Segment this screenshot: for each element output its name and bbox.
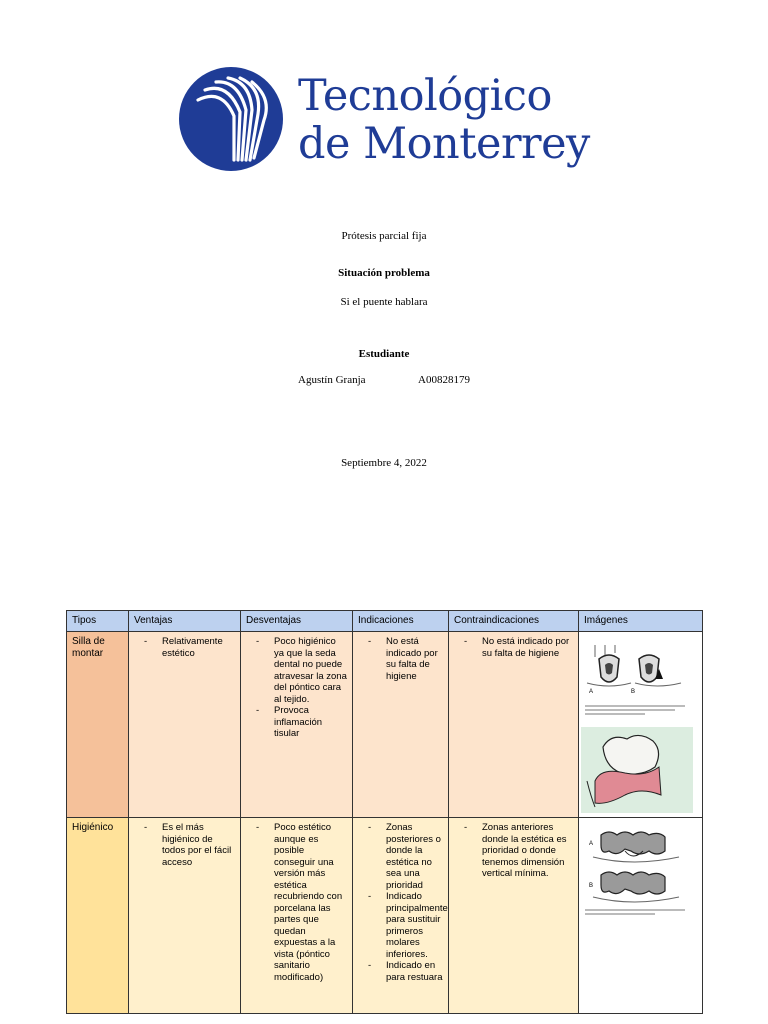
pontic-saddle-photo [581, 727, 693, 813]
header-imagenes: Imágenes [579, 611, 703, 632]
pontic-comparison-table [66, 610, 703, 1014]
logo-line-1: Tecnológico [298, 71, 552, 121]
header-indicaciones: Indicaciones [353, 611, 449, 632]
tec-monterrey-flame-logo [178, 66, 284, 172]
list-item: - Zonas posteriores o donde la estética no sea una prioridad [386, 822, 443, 891]
list-item: - Es el más higiénico de todos por el fácil acceso [162, 822, 235, 868]
list-item: - Indicado en para restuara [386, 960, 443, 983]
contraindications-cell [449, 632, 579, 818]
institution-logo [178, 66, 598, 178]
fig-label-b: B [589, 883, 594, 889]
list-item: - Indicado principalmente para sustituir primeros molares inferiores. [386, 891, 443, 960]
student-id: A00828179 [418, 374, 470, 386]
document-date: Septiembre 4, 2022 [341, 457, 427, 469]
row-type: Silla de montar [67, 632, 129, 818]
section-heading: Situación problema [338, 267, 430, 279]
topic-title: Si el puente hablara [340, 296, 428, 308]
header-desventajas: Desventajas [241, 611, 353, 632]
indications-cell [353, 632, 449, 818]
disadvantages-cell [241, 818, 353, 1014]
student-name: Agustín Granja [298, 374, 366, 386]
advantages-cell [129, 818, 241, 1014]
pontic-saddle-figure [581, 635, 693, 721]
list-item: - Poco higiénico ya que la seda dental no puede atravesar la zona del póntico cara al tejido. [274, 636, 347, 705]
fig-label-a: A [589, 841, 594, 847]
list-item: - Poco estético aunque es posible conseguir una versión más estética recubriendo con porcelana las partes que quedan expuestas a la vista (póntico sanitario modificado) [274, 822, 347, 983]
indications-cell [353, 818, 449, 1014]
header-tipos: Tipos [67, 611, 129, 632]
header-ventajas: Ventajas [129, 611, 241, 632]
course-title: Prótesis parcial fija [341, 230, 427, 242]
images-cell [579, 632, 703, 818]
list-item: - No está indicado por su falta de higiene [386, 636, 443, 682]
disadvantages-cell [241, 632, 353, 818]
logo-line-2: de Monterrey [298, 119, 590, 169]
list-item: - Relativamente estético [162, 636, 235, 659]
table-row [67, 818, 703, 1014]
list-item: - No está indicado por su falta de higiene [482, 636, 573, 659]
header-contraindicaciones: Contraindicaciones [449, 611, 579, 632]
student-row [298, 374, 470, 386]
table-row [67, 632, 703, 818]
logo-wordmark [298, 72, 590, 168]
student-label: Estudiante [358, 348, 410, 360]
contraindications-cell [449, 818, 579, 1014]
hygienic-pontic-figure [581, 821, 693, 921]
list-item: - Zonas anteriores donde la estética es prioridad o donde tenemos dimensión vertical mínima. [482, 822, 573, 880]
images-cell [579, 818, 703, 1014]
fig-label-b: B [631, 689, 636, 695]
advantages-cell [129, 632, 241, 818]
table-header-row [67, 611, 703, 632]
row-type: Higiénico [67, 818, 129, 1014]
list-item: - Provoca inflamación tisular [274, 705, 347, 740]
fig-label-a: A [589, 689, 594, 695]
